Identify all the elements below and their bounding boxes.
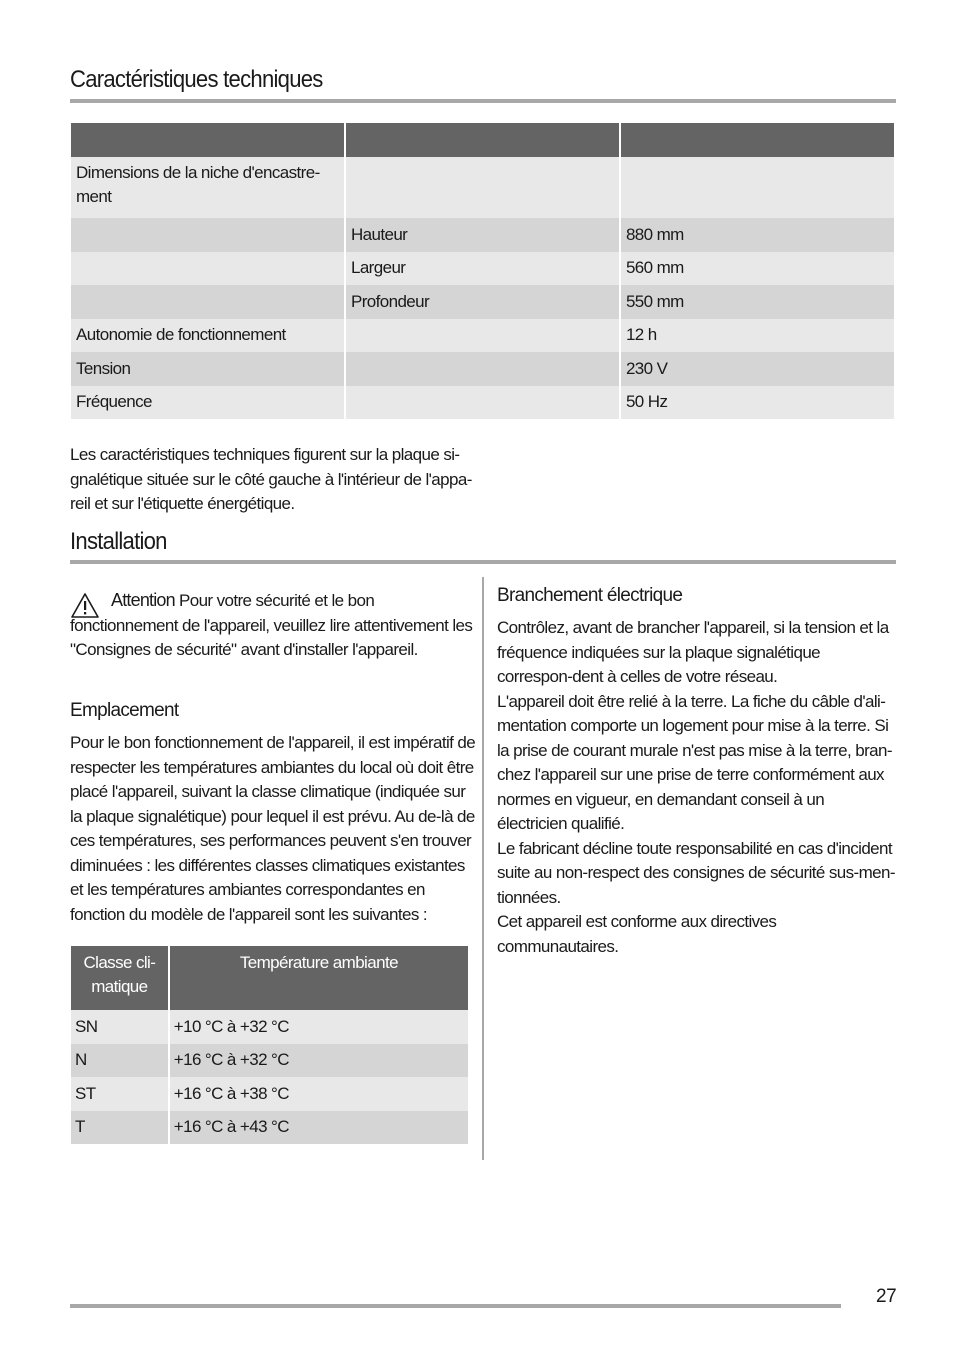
spec-cell: 50 Hz	[621, 386, 894, 420]
spec-cell: Profondeur	[346, 285, 619, 319]
table-row	[71, 1044, 468, 1078]
climate-header-class: Classe cli-matique	[71, 946, 168, 1010]
page-number: 27	[876, 1286, 897, 1307]
climate-header-temp: Température ambiante	[170, 946, 468, 1010]
spec-cell: 12 h	[621, 319, 894, 353]
spec-header-cell	[621, 123, 894, 157]
warning-label: Attention	[111, 590, 175, 610]
climate-temp-cell: +16 °C à +38 °C	[170, 1077, 468, 1111]
spec-cell	[71, 285, 344, 319]
branchement-paragraph: L'appareil doit être relié à la terre. La fiche du câble d'ali-mentation comporte un logement pour mise à la terre. Si la prise de courant murale n'est pas mise à la terre, bran-chez l'appareil sur une prise de terre conformément aux normes en vigueur, en demandant conseil à un électricien qualifié.	[497, 691, 892, 833]
section-rule	[70, 560, 896, 564]
branchement-title: Branchement électrique	[497, 585, 683, 606]
branchement-paragraph: Cet appareil est conforme aux directives communautaires.	[497, 912, 777, 956]
branchement-paragraph: Le fabricant décline toute responsabilité en cas d'incident suite au non-respect des consignes de sécurité sus-men-tionnées.	[497, 838, 895, 907]
spec-cell: Hauteur	[346, 218, 619, 252]
spec-cell: 880 mm	[621, 218, 894, 252]
section-title-installation: Installation	[70, 528, 167, 555]
spec-cell	[71, 252, 344, 286]
spec-header-cell	[71, 123, 344, 157]
spec-cell: Fréquence	[71, 386, 344, 420]
table-row	[71, 352, 894, 386]
spec-cell	[71, 218, 344, 252]
emplacement-title: Emplacement	[70, 700, 179, 721]
section-title-caracteristiques: Caractéristiques techniques	[70, 66, 323, 93]
table-row	[71, 1010, 468, 1044]
spec-note: Les caractéristiques techniques figurent sur la plaque si-gnalétique située sur le côté gauche à l'intérieur de l'appa-reil et sur l'étiquette énergétique.	[70, 445, 472, 513]
climate-table	[69, 946, 470, 1144]
spec-cell	[346, 386, 619, 420]
spec-cell: 230 V	[621, 352, 894, 386]
spec-cell	[346, 157, 619, 218]
climate-class-cell: N	[71, 1044, 168, 1078]
spec-table	[69, 123, 896, 419]
spec-cell: Tension	[71, 352, 344, 386]
footer-rule	[70, 1304, 841, 1308]
climate-class-cell: T	[71, 1111, 168, 1145]
climate-temp-cell: +10 °C à +32 °C	[170, 1010, 468, 1044]
spec-cell: Dimensions de la niche d'encastre-ment	[71, 157, 344, 218]
table-row	[71, 218, 894, 252]
warning-body: Pour votre sécurité et le bon fonctionnement de l'appareil, veuillez lire attentivement les "Consignes de sécurité" avant d'installer l'appareil.	[70, 591, 473, 659]
warning-text	[70, 588, 474, 663]
section-rule	[70, 99, 896, 103]
spec-cell	[346, 319, 619, 353]
table-row	[71, 252, 894, 286]
table-row	[71, 157, 894, 218]
climate-class-cell: ST	[71, 1077, 168, 1111]
climate-class-cell: SN	[71, 1010, 168, 1044]
spec-cell: 560 mm	[621, 252, 894, 286]
branchement-paragraph: Contrôlez, avant de brancher l'appareil, si la tension et la fréquence indiquées sur la plaque signalétique correspon-dent à celles de votre réseau.	[497, 618, 889, 686]
climate-temp-cell: +16 °C à +32 °C	[170, 1044, 468, 1078]
climate-temp-cell: +16 °C à +43 °C	[170, 1111, 468, 1145]
spec-cell: Largeur	[346, 252, 619, 286]
spec-cell: Autonomie de fonctionnement	[71, 319, 344, 353]
table-row	[71, 386, 894, 420]
spec-table-header	[71, 123, 894, 157]
emplacement-text: Pour le bon fonctionnement de l'appareil, il est impératif de respecter les températures ambiantes du local où doit être placé l'appareil, suivant la classe climatique (indiquée sur la plaque signalétique) pour lequel il est prévu. Au de-là de ces températures, ses performances peuvent s'en trouver diminuées : les différentes classes climatiques existantes et les températures ambiantes correspondantes en fonction du modèle de l'appareil sont les suivantes :	[70, 733, 476, 924]
spec-header-cell	[346, 123, 619, 157]
climate-table-header	[71, 946, 468, 1010]
spec-cell	[346, 352, 619, 386]
table-row	[71, 1077, 468, 1111]
table-row	[71, 319, 894, 353]
table-row	[71, 285, 894, 319]
spec-cell: 550 mm	[621, 285, 894, 319]
spec-cell	[621, 157, 894, 218]
column-divider	[482, 577, 484, 1160]
table-row	[71, 1111, 468, 1145]
branchement-text	[497, 616, 897, 959]
